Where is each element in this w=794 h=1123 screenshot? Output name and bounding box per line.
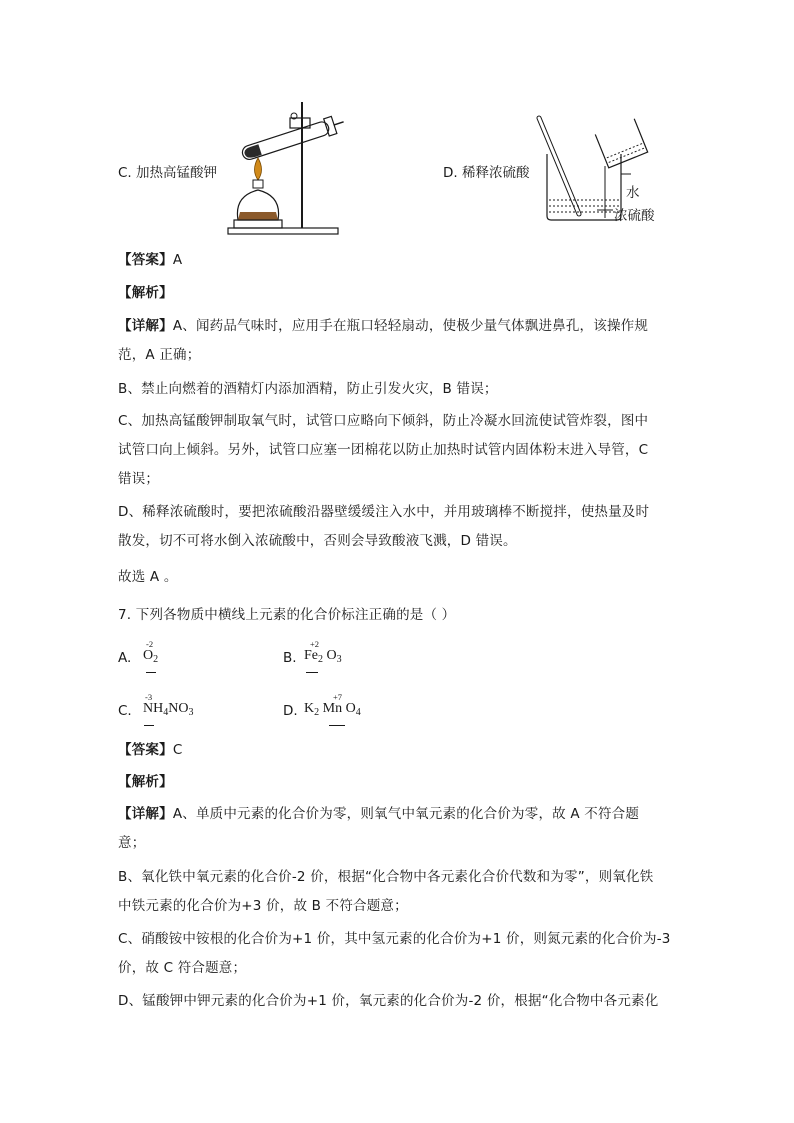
q6-conclusion: 故选 A 。 [118,569,178,585]
q7-stem: 7. 下列各物质中横线上元素的化合价标注正确的是（ ） [118,607,456,623]
q6-detail-line: 范，A 正确； [118,347,201,363]
water-label: 水 [626,185,640,201]
q6-detail-line: B、禁止向燃着的酒精灯内添加酒精，防止引发火灾，B 错误； [118,381,498,397]
q6-answer [118,248,182,268]
q7-answer [118,738,182,758]
q7-option-c-valence: -3 [145,692,153,702]
q7-detail-line: 价，故 C 符合题意； [118,960,247,976]
answer-value: A [172,252,183,268]
option-d-label: D. 稀释浓硫酸 [443,165,530,181]
q6-detail-line: 错误； [118,471,160,487]
q6-detail-line: 试管口向上倾斜。另外，试管口应塞一团棉花以防止加热时试管内固体粉末进入导管，C [118,442,649,458]
q7-option-b-letter: B. [283,650,297,666]
answer-tag: 【答案】 [118,742,173,758]
q6-detail-line: C、加热高锰酸钾制取氧气时，试管口应略向下倾斜，防止冷凝水回流使试管炸裂，图中 [118,413,649,429]
q7-option-b-formula: $Fe_2$ $O_3$ [304,648,342,665]
answer-tag: 【答案】 [118,252,173,268]
q7-option-d-formula: $K_2$ Mn $O_4$ [304,701,361,718]
underline [146,672,156,673]
option-c-label: C. 加热高锰酸钾 [118,165,218,181]
q7-option-d-letter: D. [283,703,298,719]
q6-analysis-tag: 【解析】 [118,285,173,301]
q6-detail-line: D、稀释浓硫酸时，要把浓硫酸沿器壁缓缓注入水中，并用玻璃棒不断搅拌，使热量及时 [118,504,650,520]
heating-apparatus-diagram [218,100,348,240]
q6-detail-line: 散发，切不可将水倒入浓硫酸中，否则会导致酸液飞溅，D 错误。 [118,533,517,549]
q7-detail-line: D、锰酸钾中钾元素的化合价为+1 价，氧元素的化合价为-2 价，根据“化合物中各元素化 [118,993,659,1009]
underline [306,672,318,673]
acid-label: 浓硫酸 [614,208,655,224]
q7-option-b-valence: +2 [310,639,320,649]
q7-detail-line: 中铁元素的化合价为+3 价，故 B 不符合题意； [118,898,408,914]
q7-option-a-formula: $O_2$ [143,648,159,665]
q7-detail-line: B、氧化铁中氧元素的化合价-2 价，根据“化合物中各元素化合价代数和为零”，则氧化铁 [118,869,654,885]
underline [144,725,154,726]
q7-detail-line: 【详解】A、单质中元素的化合价为零，则氧气中氧元素的化合价为零，故 A 不符合题 [118,806,640,822]
q7-detail-line: C、硝酸铵中铵根的化合价为+1 价，其中氢元素的化合价为+1 价，则氮元素的化合价为-3 [118,931,671,947]
detail-tag: 【详解】 [118,318,173,334]
q7-option-c-letter: C. [118,703,132,719]
q7-option-d-valence: +7 [333,692,343,702]
answer-value: C [172,742,183,758]
q7-analysis-tag: 【解析】 [118,774,173,790]
underline [329,725,345,726]
q7-detail-line: 意； [118,835,146,851]
q6-detail-line: 【详解】A、闻药品气味时，应用手在瓶口轻轻扇动，使极少量气体飘进鼻孔，该操作规 [118,318,649,334]
q7-option-c-formula: $NH_4NO_3$ [143,701,194,718]
detail-tag: 【详解】 [118,806,173,822]
q7-option-a-letter: A. [118,650,132,666]
q7-option-a-valence: -2 [146,639,154,649]
